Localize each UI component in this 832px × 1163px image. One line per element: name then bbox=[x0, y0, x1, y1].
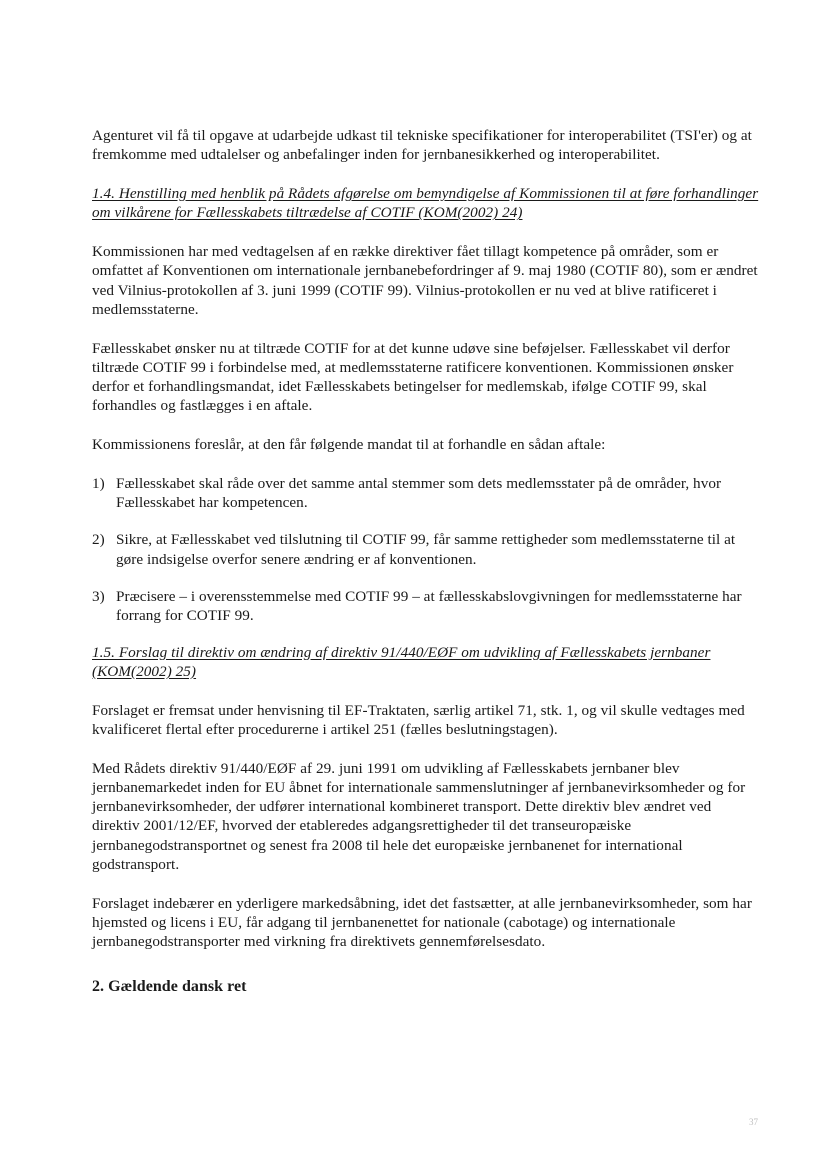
body-paragraph: Forslaget indebærer en yderligere markedsåbning, idet det fastsætter, at alle jernbanevirksomheder, som har hjemsted og licens i EU, får adgang til jernbanenettet for nationale (cabotage) og internationale jernbanegodstransporter med virkning fra direktivets gennemførelsesdato. bbox=[92, 894, 752, 950]
body-paragraph: Kommissionens foreslår, at den får følgende mandat til at forhandle en sådan aftale: bbox=[92, 436, 606, 454]
body-paragraph: Kommissionen har med vedtagelsen af en række direktiver fået tillagt kompetence på områder, som er omfattet af Konventionen om internationale jernbanebefordringer af 9. maj 1980 (COTIF 80), som er ændret ved Vilnius-protokollen af 3. juni 1999 (COTIF 99). Vilnius-protokollen er nu ved at blive ratificeret i medlemsstaterne. bbox=[92, 243, 758, 318]
section-heading-1-4: 1.4. Henstilling med henblik på Rådets afgørelse om bemyndigelse af Kommissionen til at føre forhandlinger om vilkårene for Fællesskabets tiltrædelse af COTIF (KOM(2002) 24) bbox=[92, 185, 759, 222]
body-paragraph: Forslaget er fremsat under henvisning til EF-Traktaten, særlig artikel 71, stk. 1, og vil skulle vedtages med kvalificeret flertal efter procedurerne i artikel 251 (fælles beslutningstagen). bbox=[92, 701, 745, 739]
section-title-2: 2. Gældende dansk ret bbox=[92, 978, 247, 995]
intro-paragraph: Agenturet vil få til opgave at udarbejde udkast til tekniske specifikationer for interoperabilitet (TSI'er) og at fremkomme med udtalelser og anbefalinger inden for jernbanesikkerhed og interoperabilitet. bbox=[92, 127, 752, 164]
list-item bbox=[92, 587, 760, 625]
list-text: Sikre, at Fællesskabet ved tilslutning til COTIF 99, får samme rettigheder som medlemsstaterne til at gøre indsigelse overfor senere ændring er af konventionen. bbox=[116, 531, 736, 568]
body-paragraph: Fællesskabet ønsker nu at tiltræde COTIF for at det kunne udøve sine beføjelser. Fællesskabet vil derfor tiltræde COTIF 99 i forbindelse med, at medlemsstaterne ratificere konventionen. Kommissionen ønsker derfor et forhandlingsmandat, idet Fællesskabets betingelser for medlemskab, ifølge COTIF 99, skal forhandles og fastlægges i en aftale. bbox=[92, 339, 734, 415]
list-item bbox=[92, 530, 760, 568]
list-number: 1) bbox=[92, 475, 105, 493]
page-number: 37 bbox=[749, 1117, 758, 1127]
list-item bbox=[92, 474, 760, 512]
list-number: 3) bbox=[92, 587, 105, 605]
body-paragraph: Med Rådets direktiv 91/440/EØF af 29. juni 1991 om udvikling af Fællesskabets jernbaner blev jernbanemarkedet inden for EU åbnet for internationale sammenslutninger af jernbanevirksomheder og for jernbanevirksomheder, der udfører international kombineret transport. Dette direktiv blev ændret ved direktiv 2001/12/EF, hvorved der etableredes adgangsrettigheder til det transeuropæiske jernbanegodstransportnet og senest fra 2008 til hele det europæiske jernbanenet for international godstransport. bbox=[92, 760, 746, 873]
list-text: Præcisere – i overensstemmelse med COTIF 99 – at fællesskabslovgivningen for medlemsstaterne har forrang for COTIF 99. bbox=[116, 587, 742, 624]
list-number: 2) bbox=[92, 531, 105, 549]
list-text: Fællesskabet skal råde over det samme antal stemmer som dets medlemsstater på de områder, hvor Fællesskabet har kompetencen. bbox=[116, 475, 722, 512]
section-heading-1-5: 1.5. Forslag til direktiv om ændring af direktiv 91/440/EØF om udvikling af Fællesskabets jernbaner (KOM(2002) 25) bbox=[92, 643, 711, 680]
document-page bbox=[92, 126, 760, 996]
